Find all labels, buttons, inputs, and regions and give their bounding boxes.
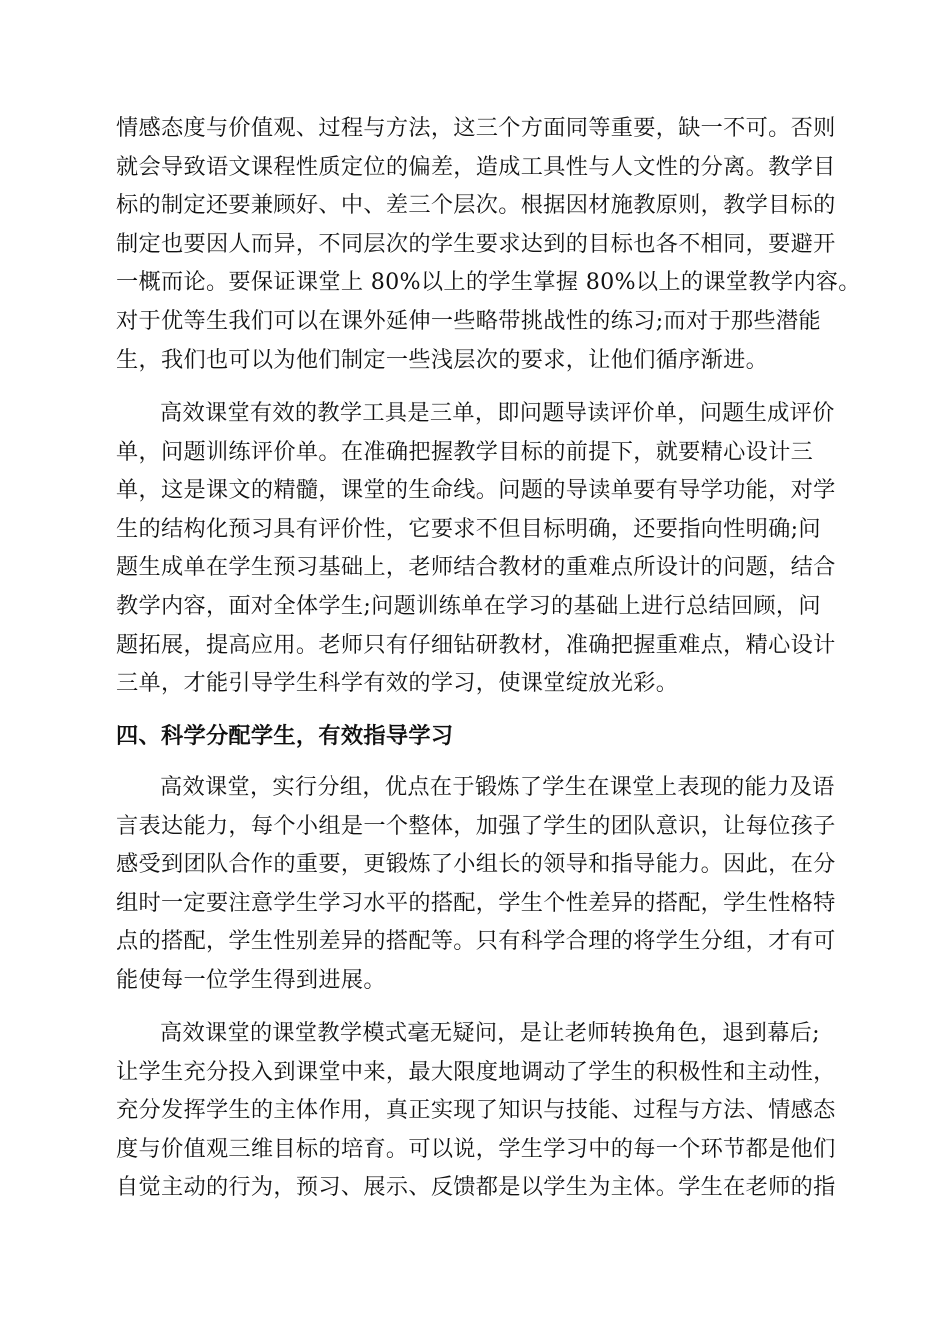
text-line: 制定也要因人而异，不同层次的学生要求达到的目标也各不相同，要避开 bbox=[116, 230, 836, 257]
text-line: 高效课堂，实行分组，优点在于锻炼了学生在课堂上表现的能力及语 bbox=[160, 774, 835, 800]
text-line: 单，这是课文的精髓，课堂的生命线。问题的导读单要有导学功能，对学 bbox=[116, 477, 836, 504]
text-line: 三单，才能引导学生科学有效的学习，使课堂绽放光彩。 bbox=[116, 670, 679, 697]
text-line: 题拓展，提高应用。老师只有仔细钻研教材，准确把握重难点，精心设计 bbox=[116, 631, 836, 658]
text-line: 标的制定还要兼顾好、中、差三个层次。根据因材施教原则，教学目标的 bbox=[116, 192, 836, 219]
text-line: 单，问题训练评价单。在准确把握教学目标的前提下，就要精心设计三 bbox=[116, 438, 814, 465]
text-line: 充分发挥学生的主体作用，真正实现了知识与技能、过程与方法、情感态 bbox=[116, 1097, 836, 1124]
paragraph-teaching-mode bbox=[116, 1014, 836, 1207]
text-line: 生，我们也可以为他们制定一些浅层次的要求，让他们循序渐进。 bbox=[116, 346, 769, 373]
text-line: 情感态度与价值观、过程与方法，这三个方面同等重要，缺一不可。否则 bbox=[116, 115, 836, 141]
text-line: 能使每一位学生得到进展。 bbox=[116, 966, 386, 993]
section-heading: 四、科学分配学生，有效指导学习 bbox=[116, 723, 454, 749]
text-line: 点的搭配，学生性别差异的搭配等。只有科学合理的将学生分组，才有可 bbox=[116, 928, 836, 955]
text-line: 就会导致语文课程性质定位的偏差，造成工具性与人文性的分离。教学目 bbox=[116, 153, 836, 180]
text-line: 题生成单在学生预习基础上，老师结合教材的重难点所设计的问题，结合 bbox=[116, 554, 836, 581]
text-line: 让学生充分投入到课堂中来，最大限度地调动了学生的积极性和主动性， bbox=[116, 1058, 836, 1085]
text-line: 自觉主动的行为，预习、展示、反馈都是以学生为主体。学生在老师的指 bbox=[116, 1174, 836, 1201]
text-line: 言表达能力，每个小组是一个整体，加强了学生的团队意识，让每位孩子 bbox=[116, 812, 836, 839]
paragraph-goals-continued bbox=[116, 109, 861, 379]
paragraph-three-sheets bbox=[116, 394, 836, 703]
text-line: 感受到团队合作的重要，更锻炼了小组长的领导和指导能力。因此，在分 bbox=[116, 851, 836, 878]
text-line: 度与价值观三维目标的培育。可以说，学生学习中的每一个环节都是他们 bbox=[116, 1135, 836, 1162]
text-line: 高效课堂有效的教学工具是三单，即问题导读评价单，问题生成评价 bbox=[160, 400, 835, 426]
text-line: 组时一定要注意学生学习水平的搭配，学生个性差异的搭配，学生性格特 bbox=[116, 889, 836, 916]
paragraph-grouping bbox=[116, 768, 836, 1000]
text-line: 对于优等生我们可以在课外延伸一些略带挑战性的练习;而对于那些潜能 bbox=[116, 307, 821, 334]
text-line: 生的结构化预习具有评价性，它要求不但目标明确，还要指向性明确;问 bbox=[116, 515, 821, 542]
text-line: 高效课堂的课堂教学模式毫无疑问，是让老师转换角色，退到幕后; bbox=[160, 1020, 820, 1046]
text-line: 一概而论。要保证课堂上 80%以上的学生掌握 80%以上的课堂教学内容。 bbox=[116, 269, 861, 296]
text-line: 教学内容，面对全体学生;问题训练单在学习的基础上进行总结回顾，问 bbox=[116, 592, 821, 619]
